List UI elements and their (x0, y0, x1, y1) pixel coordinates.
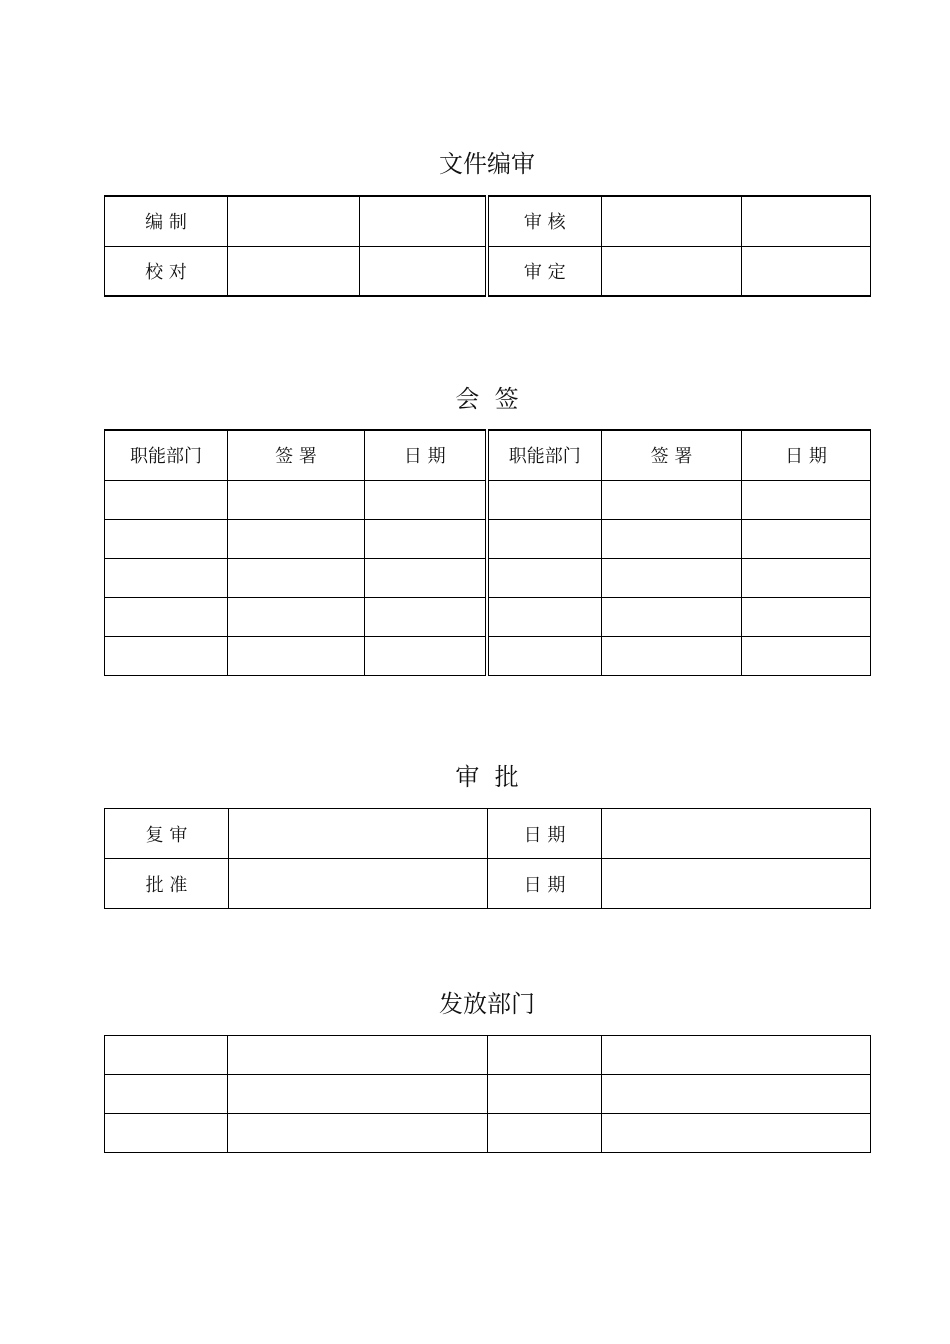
approval-table (104, 808, 871, 909)
table-cell[interactable] (365, 558, 487, 597)
approval-label-cell (105, 809, 229, 859)
review-value-cell[interactable] (228, 246, 360, 296)
table-cell[interactable] (487, 636, 602, 675)
table-row (105, 1036, 871, 1075)
review-value-cell[interactable] (602, 246, 742, 296)
table-row (105, 636, 871, 675)
header-signature: 签 署 (650, 446, 693, 468)
table-row (105, 597, 871, 636)
table-cell[interactable] (228, 558, 365, 597)
review-label-proofread: 校 对 (145, 261, 187, 283)
review-value-cell[interactable] (742, 246, 871, 296)
review-table (104, 195, 871, 297)
review-row (105, 246, 871, 296)
table-cell[interactable] (105, 558, 228, 597)
review-label-finalize: 审 定 (523, 261, 566, 283)
table-cell[interactable] (228, 636, 365, 675)
review-section-title: 文件编审 (439, 150, 535, 178)
header-signature: 签 署 (275, 446, 317, 468)
table-row (105, 558, 871, 597)
table-cell[interactable] (487, 519, 602, 558)
distribution-table (104, 1035, 871, 1153)
approval-label-cell (105, 859, 229, 909)
review-value-cell[interactable] (360, 246, 487, 296)
countersign-section-title: 会 签 (455, 385, 519, 413)
table-cell[interactable] (105, 480, 228, 519)
approval-row (105, 809, 871, 859)
table-cell[interactable] (105, 1075, 228, 1114)
table-cell[interactable] (365, 636, 487, 675)
table-cell[interactable] (742, 480, 871, 519)
approval-label-approve: 批 准 (145, 874, 188, 896)
table-row (105, 1075, 871, 1114)
table-cell[interactable] (228, 480, 365, 519)
table-cell[interactable] (365, 519, 487, 558)
table-cell[interactable] (602, 1114, 871, 1153)
review-label-cell (487, 246, 602, 296)
table-cell[interactable] (602, 519, 742, 558)
table-cell[interactable] (488, 1114, 602, 1153)
header-department: 职能部门 (130, 446, 202, 468)
table-cell[interactable] (742, 597, 871, 636)
review-label-cell (487, 196, 602, 246)
approval-value-cell[interactable] (602, 809, 871, 859)
countersign-table (104, 429, 871, 676)
table-cell[interactable] (602, 558, 742, 597)
approval-value-cell[interactable] (229, 809, 488, 859)
review-row (105, 196, 871, 246)
table-cell[interactable] (105, 597, 228, 636)
table-cell[interactable] (602, 480, 742, 519)
review-label-cell (105, 246, 228, 296)
table-cell[interactable] (488, 1075, 602, 1114)
table-cell[interactable] (228, 519, 365, 558)
review-value-cell[interactable] (602, 196, 742, 246)
table-cell[interactable] (487, 480, 602, 519)
approval-label-recheck: 复 审 (145, 824, 188, 846)
table-cell[interactable] (487, 597, 602, 636)
header-department: 职能部门 (508, 446, 581, 468)
approval-label-date: 日 期 (523, 874, 566, 896)
table-cell[interactable] (228, 1114, 488, 1153)
review-label-compile: 编 制 (145, 212, 187, 234)
review-label-audit: 审 核 (523, 212, 566, 234)
review-label-cell (105, 196, 228, 246)
column-header (105, 430, 228, 480)
table-cell[interactable] (228, 1075, 488, 1114)
column-header (228, 430, 365, 480)
table-row (105, 1114, 871, 1153)
header-date: 日 期 (403, 446, 446, 468)
distribution-section-title: 发放部门 (439, 990, 535, 1018)
table-cell[interactable] (228, 1036, 488, 1075)
header-date: 日 期 (785, 446, 827, 468)
table-cell[interactable] (487, 558, 602, 597)
table-cell[interactable] (602, 1036, 871, 1075)
table-row (105, 480, 871, 519)
column-header (487, 430, 602, 480)
approval-label-date: 日 期 (523, 824, 566, 846)
table-cell[interactable] (105, 636, 228, 675)
table-cell[interactable] (228, 597, 365, 636)
table-cell[interactable] (602, 597, 742, 636)
table-cell[interactable] (105, 1114, 228, 1153)
approval-label-cell (488, 809, 602, 859)
table-cell[interactable] (742, 558, 871, 597)
review-value-cell[interactable] (360, 196, 487, 246)
table-cell[interactable] (488, 1036, 602, 1075)
table-cell[interactable] (365, 597, 487, 636)
table-cell[interactable] (742, 636, 871, 675)
approval-value-cell[interactable] (602, 859, 871, 909)
approval-row (105, 859, 871, 909)
approval-value-cell[interactable] (229, 859, 488, 909)
table-row (105, 519, 871, 558)
column-header (742, 430, 871, 480)
approval-label-cell (488, 859, 602, 909)
countersign-header-row (105, 430, 871, 480)
table-cell[interactable] (105, 1036, 228, 1075)
review-value-cell[interactable] (742, 196, 871, 246)
column-header (365, 430, 487, 480)
table-cell[interactable] (742, 519, 871, 558)
table-cell[interactable] (602, 636, 742, 675)
review-value-cell[interactable] (228, 196, 360, 246)
table-cell[interactable] (602, 1075, 871, 1114)
table-cell[interactable] (365, 480, 487, 519)
table-cell[interactable] (105, 519, 228, 558)
approval-section-title: 审 批 (455, 763, 519, 791)
column-header (602, 430, 742, 480)
